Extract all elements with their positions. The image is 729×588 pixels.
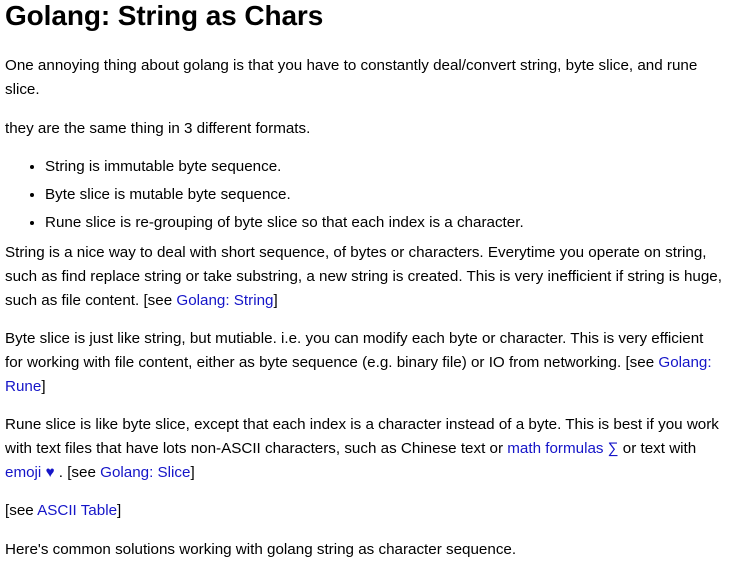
golang-rune-link[interactable]: Golang: Rune <box>5 354 712 395</box>
ascii-paragraph-suffix: ] <box>117 502 122 519</box>
math-formulas-link[interactable]: math formulas ∑ <box>507 440 619 457</box>
golang-string-link[interactable]: Golang: String <box>176 292 274 309</box>
list-item: • String is immutable byte sequence. <box>45 155 725 179</box>
list-item: • Byte slice is mutable byte sequence. <box>45 183 725 207</box>
rune-paragraph-mid: or text with <box>618 440 697 457</box>
article <box>5 0 725 562</box>
byte-paragraph-text: Byte slice is just like string, but mutiable. i.e. you can modify each byte or character. This is very efficient for working with file content, either as byte sequence (e.g. binary file) or IO from networking. [see <box>5 330 704 371</box>
page-title: Golang: String as Chars <box>5 0 324 31</box>
formats-intro-paragraph: they are the same thing in 3 different formats. <box>5 120 311 137</box>
byte-paragraph-suffix: ] <box>41 378 46 395</box>
rune-paragraph <box>5 413 725 485</box>
byte-paragraph <box>5 327 725 399</box>
ascii-paragraph-prefix: [see <box>5 502 38 519</box>
rune-paragraph-text: Rune slice is like byte slice, except that each index is a character instead of a byte. This is best if you work with text files that have lots non-ASCII characters, such as Chinese text or <box>5 416 719 457</box>
golang-slice-link[interactable]: Golang: Slice <box>100 464 191 481</box>
list-item: • Rune slice is re-grouping of byte slice so that each index is a character. <box>45 211 725 235</box>
rune-paragraph-suffix: ] <box>190 464 195 481</box>
string-paragraph <box>5 241 725 313</box>
ascii-paragraph <box>5 499 725 523</box>
string-paragraph-text: String is a nice way to deal with short sequence, of bytes or characters. Everytime you operate on string, such as find replace string or take substring, a new string is created. This is very inefficient if string is huge, such as file content. [see <box>5 244 722 309</box>
formats-list <box>5 155 725 235</box>
emoji-link[interactable]: emoji ♥ <box>5 464 55 481</box>
intro-paragraph: One annoying thing about golang is that you have to constantly deal/convert string, byte slice, and rune slice. <box>5 57 698 98</box>
closing-paragraph: Here's common solutions working with golang string as character sequence. <box>5 541 517 558</box>
ascii-table-link[interactable]: ASCII Table <box>37 502 118 519</box>
rune-paragraph-mid2: . [see <box>54 464 101 481</box>
string-paragraph-suffix: ] <box>273 292 278 309</box>
